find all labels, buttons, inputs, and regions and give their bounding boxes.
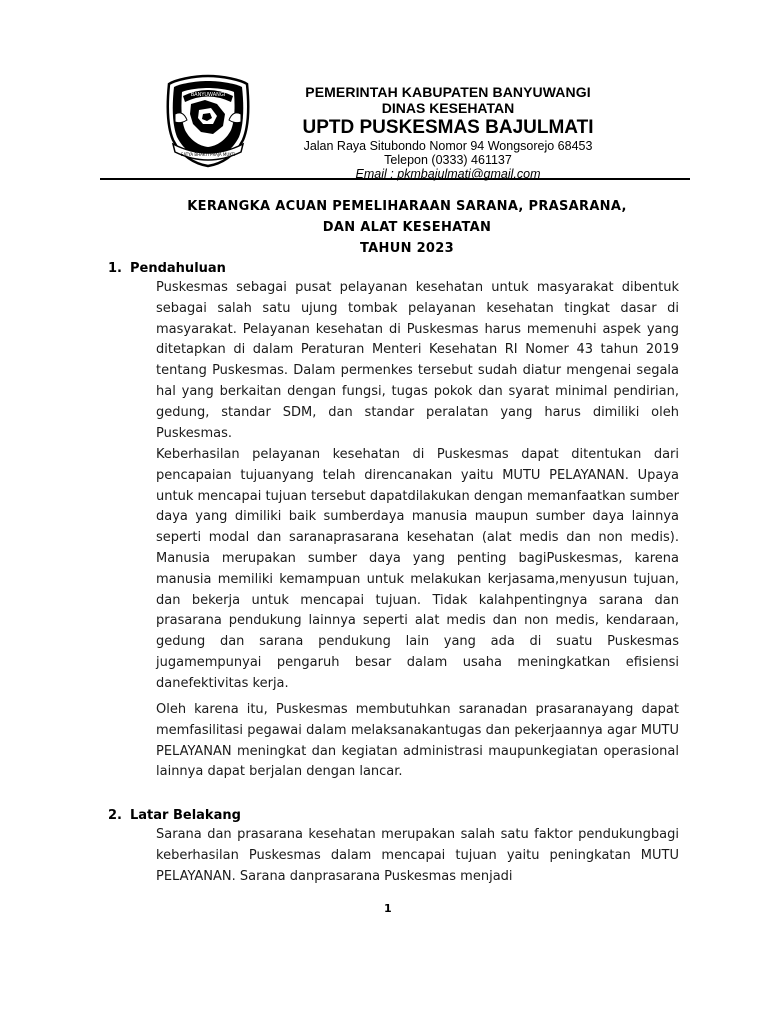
section-title: Pendahuluan (130, 261, 226, 276)
paragraph: Keberhasilan pelayanan kesehatan di Puskesmas dapat ditentukan dari pencapaian tujuanyang telah direncanakan yaitu MUTU PELAYANAN. Upaya untuk mencapai tujuan tersebut dapatdilakukan dengan memanfaatkan sumber daya yang dimiliki baik sumberdaya manusia maupun sumber daya lainnya seperti modal dan saranaprasarana kesehatan (alat medis dan non medis). Manusia merupakan sumber daya yang penting bagiPuskesmas, karena manusia memiliki kemampuan untuk melakukan kerjasama,menyusun tujuan, dan bekerja untuk mencapai tujuan. Tidak kalahpentingnya sarana dan prasarana pendukung lainnya seperti alat medis dan non medis, kendaraan, gedung dan sarana pendukung lain yang ada di suatu Puskesmas jugamempunyai pengaruh besar dalam usaha meningkatkan efisiensi danefektivitas kerja. (156, 447, 680, 691)
paragraph: Sarana dan prasarana kesehatan merupakan salah satu faktor pendukungbagi keberhasilan Puskesmas dalam mencapai tujuan yaitu peningkatan MUTU PELAYANAN. Sarana danprasarana Puskesmas menjadi (156, 827, 679, 884)
logo-top-ribbon-text: BANYUWANGI (190, 92, 226, 98)
page-number: 1 (384, 902, 392, 915)
paragraph: Oleh karena itu, Puskesmas membutuhkan saranadan prasaranayang dapat memfasilitasi pegawai dalam melaksanakantugas dan pekerjaannya agar MUTU PELAYANAN meningkat dan kegiatan administrasi maupunkegiatan operasional lainnya dapat berjalan dengan lancar. (156, 702, 679, 780)
letterhead-department: DINAS KESEHATAN (381, 100, 515, 116)
letterhead-divider (100, 178, 690, 180)
section-heading-latar-belakang (108, 808, 241, 823)
section-title: Latar Belakang (130, 808, 241, 823)
letterhead-email: Email : pkmbajulmati@gmail.com (355, 167, 541, 181)
letterhead-phone: Telepon (0333) 461137 (384, 153, 512, 167)
document-title-line-3: TAHUN 2023 (360, 241, 454, 256)
document-title-line-2: DAN ALAT KESEHATAN (322, 220, 492, 235)
section-heading-pendahuluan (108, 261, 226, 276)
section-number: 2. (108, 808, 122, 823)
regency-emblem-logo (165, 74, 251, 168)
letterhead-government: PEMERINTAH KABUPATEN BANYUWANGI (305, 84, 591, 100)
section-number: 1. (108, 261, 122, 276)
letterhead-address: Jalan Raya Situbondo Nomor 94 Wongsorejo 68453 (303, 139, 593, 153)
document-title-line-1: KERANGKA ACUAN PEMELIHARAAN SARANA, PRASARANA, (187, 199, 627, 214)
letterhead-institution: UPTD PUSKESMAS BAJULMATI (302, 117, 594, 138)
letterhead (262, 84, 634, 181)
logo-bottom-ribbon-text: SATYA BHAKTI PRAJA MUKTI (180, 152, 236, 157)
paragraph: Puskesmas sebagai pusat pelayanan kesehatan untuk masyarakat dibentuk sebagai salah satu ujung tombak pelayanan kesehatan tingkat dasar di masyarakat. Pelayanan kesehatan di Puskesmas harus memenuhi aspek yang ditetapkan di dalam Peraturan Menteri Kesehatan RI Nomer 43 tahun 2019 tentang Puskesmas. Dalam permenkes tersebut sudah diatur mengenai segala hal yang berkaitan dengan fungsi, tugas pokok dan syarat minimal pendirian, gedung, standar SDM, dan standar peralatan yang harus dimiliki oleh Puskesmas. (156, 280, 679, 441)
